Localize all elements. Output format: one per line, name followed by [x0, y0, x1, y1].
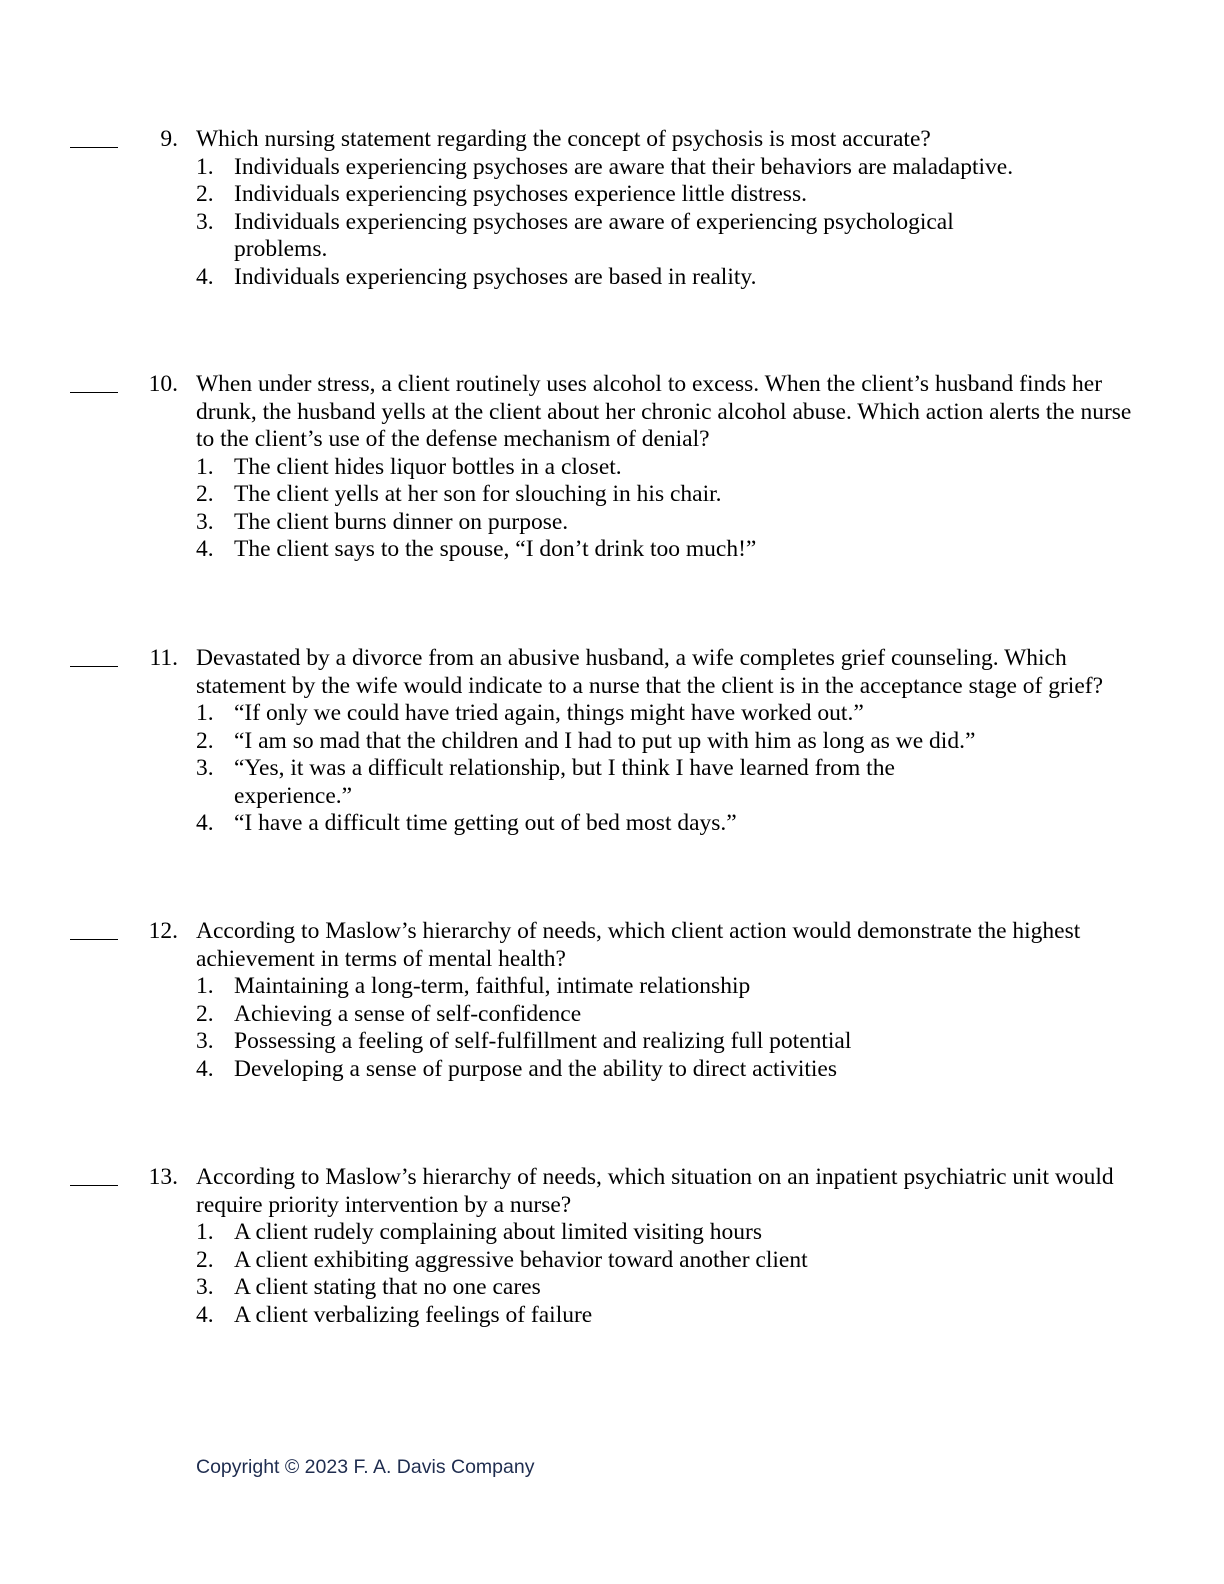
option-number: 3. [196, 1028, 214, 1054]
answer-option [196, 1274, 1132, 1302]
option-number: 4. [196, 263, 214, 290]
answer-option [196, 973, 1132, 1001]
question-body [196, 918, 1132, 1083]
option-number: 3. [196, 208, 214, 235]
option-text: Possessing a feeling of self-fulfillment and realizing full potential [234, 1028, 852, 1054]
option-number: 2. [196, 727, 214, 754]
option-number: 1. [196, 1219, 214, 1245]
answer-option [196, 454, 1132, 482]
option-number: 4. [196, 810, 214, 836]
question-stem: According to Maslow’s hierarchy of needs, which client action would demonstrate the highest achievement in terms of mental health? [196, 918, 1081, 972]
question-body [196, 1164, 1132, 1329]
question-number: 13. [148, 1164, 178, 1190]
answer-option [196, 264, 1132, 292]
answer-option [196, 1219, 1132, 1247]
option-list [196, 973, 1132, 1083]
option-number: 4. [196, 1301, 214, 1328]
option-text: Developing a sense of purpose and the ability to direct activities [234, 1055, 837, 1082]
option-number: 1. [196, 973, 214, 999]
question-stem: Devastated by a divorce from an abusive husband, a wife completes grief counseling. Which statement by the wife would indicate to a nurse that the client is in the acceptance stage of grief? [196, 645, 1104, 699]
answer-option [196, 700, 1132, 728]
option-text: Individuals experiencing psychoses are aware of experiencing psychological problems. [234, 208, 954, 262]
answer-blank[interactable] [70, 939, 118, 940]
option-number: 2. [196, 181, 214, 207]
option-number: 3. [196, 1274, 214, 1300]
answer-blank[interactable] [70, 392, 118, 393]
answer-blank[interactable] [70, 1185, 118, 1186]
option-number: 2. [196, 1000, 214, 1027]
option-text: A client exhibiting aggressive behavior toward another client [234, 1246, 808, 1273]
option-text: The client yells at her son for slouching in his chair. [234, 481, 722, 507]
option-text: A client stating that no one cares [234, 1274, 541, 1300]
question-number: 10. [148, 371, 178, 397]
option-text: A client rudely complaining about limited visiting hours [234, 1219, 763, 1245]
question-number: 12. [148, 918, 178, 944]
answer-option [196, 154, 1132, 182]
option-text: “If only we could have tried again, things might have worked out.” [234, 700, 864, 726]
answer-option [196, 1001, 1132, 1029]
option-number: 4. [196, 536, 214, 562]
option-number: 4. [196, 1055, 214, 1082]
option-number: 2. [196, 1246, 214, 1273]
option-number: 3. [196, 755, 214, 781]
question-body [196, 645, 1132, 838]
answer-option [196, 481, 1132, 509]
answer-option [196, 509, 1132, 537]
question-body [196, 371, 1132, 564]
question-stem: When under stress, a client routinely uses alcohol to excess. When the client’s husband finds her drunk, the husband yells at the client about her chronic alcohol abuse. Which action alerts the nurse to the client’s use of the defense mechanism of denial? [196, 371, 1132, 452]
answer-option [196, 181, 1132, 209]
option-text: Achieving a sense of self-confidence [234, 1000, 582, 1027]
option-text: The client hides liquor bottles in a closet. [234, 453, 622, 480]
option-text: A client verbalizing feelings of failure [234, 1301, 593, 1328]
question-stem: Which nursing statement regarding the concept of psychosis is most accurate? [196, 126, 931, 152]
option-list [196, 700, 1132, 838]
answer-option [196, 1028, 1132, 1056]
question-number: 9. [160, 126, 178, 152]
option-text: Individuals experiencing psychoses experience little distress. [234, 181, 807, 207]
answer-blank[interactable] [70, 147, 118, 148]
option-text: The client burns dinner on purpose. [234, 508, 569, 535]
option-text: Maintaining a long-term, faithful, intimate relationship [234, 973, 751, 999]
answer-option [196, 1302, 1132, 1330]
option-list [196, 454, 1132, 564]
answer-option [196, 728, 1132, 756]
option-number: 1. [196, 453, 214, 480]
answer-option [196, 536, 1132, 564]
option-text: Individuals experiencing psychoses are aware that their behaviors are maladaptive. [234, 153, 1014, 180]
copyright-footer: Copyright © 2023 F. A. Davis Company [196, 1456, 535, 1478]
option-number: 2. [196, 481, 214, 507]
option-list [196, 1219, 1132, 1329]
option-text: The client says to the spouse, “I don’t drink too much!” [234, 536, 757, 562]
option-number: 1. [196, 700, 214, 726]
answer-option [196, 1247, 1132, 1275]
option-list [196, 154, 1132, 292]
answer-blank[interactable] [70, 666, 118, 667]
question-number: 11. [149, 645, 178, 671]
option-text: “I am so mad that the children and I had to put up with him as long as we did.” [234, 727, 976, 754]
option-text: Individuals experiencing psychoses are based in reality. [234, 263, 757, 290]
option-number: 1. [196, 153, 214, 180]
answer-option [196, 755, 1132, 810]
question-body [196, 126, 1132, 291]
option-text: “Yes, it was a difficult relationship, but I think I have learned from the experience.” [234, 755, 895, 809]
answer-option [196, 209, 1132, 264]
answer-option [196, 810, 1132, 838]
answer-option [196, 1056, 1132, 1084]
option-text: “I have a difficult time getting out of bed most days.” [234, 810, 737, 836]
question-stem: According to Maslow’s hierarchy of needs, which situation on an inpatient psychiatric unit would require priority intervention by a nurse? [196, 1164, 1114, 1218]
option-number: 3. [196, 508, 214, 535]
